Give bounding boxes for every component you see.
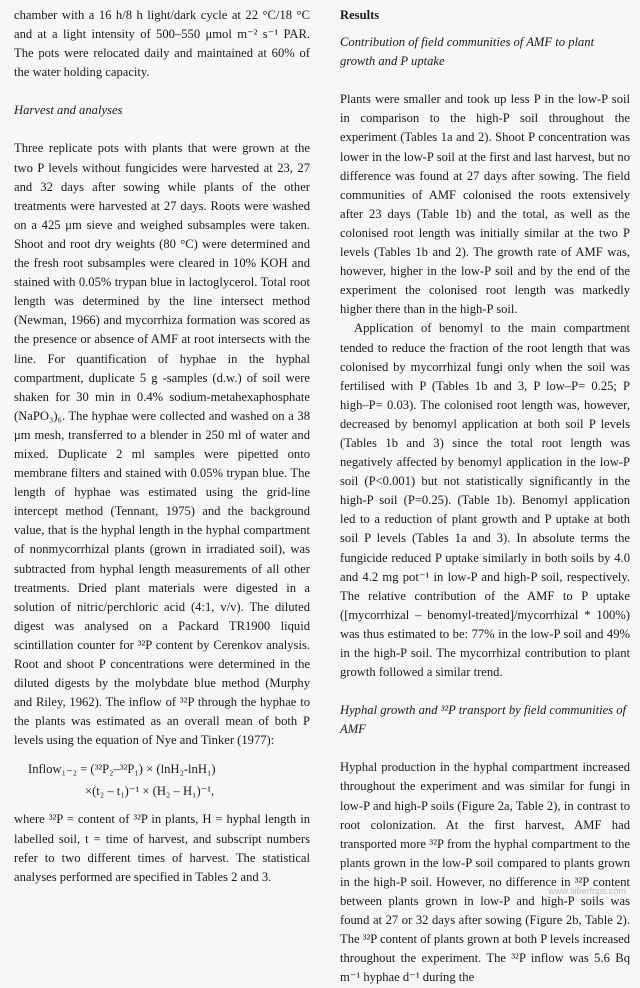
contribution-subheading: Contribution of field communities of AMF to plant growth and P uptake (340, 35, 595, 69)
left-column (14, 6, 310, 887)
equation-line-1: Inflow₁₋₂ = (³²P₂–³²P₁) × (lnH₂-lnH₁) (28, 762, 216, 777)
harvest-analyses-heading: Harvest and analyses (14, 103, 123, 118)
harvest-analyses-paragraph: Three replicate pots with plants that were grown at the two P levels without fungicides were harvested at 23, 27 and 32 days after sowing while plants of the other treatments were harvested at 27 days. Roots were washed on a 425 μm sieve and weighed subsamples were taken. Shoot and root dry weights (80 °C) were determined and the fresh root subsamples were cleared in 10% KOH and stained with 0.05% trypan blue in lactoglycerol. Total root length was determined by the line intersect method (Newman, 1966) and mycorrhiza formation was scored as the presence or absence of AMF at root intersects with the line. For quantification of hyphae in the hyphal compartment, duplicate 5 g -samples (d.w.) of soil were shaken for 30 min in 0.4% sodium-metahexaphosphate (NaPO₃)₆. The hyphae were collected and washed on a 38 μm mesh, transferred to a blender in 250 ml of water and mixed. Duplicate 2 ml samples were pipetted onto membrane filters and stained with 0.05% trypan blue. The length of hyphae was estimated using the grid-line intercept method (Tennant, 1975) and the background value, that is the hyphal length in the hyphal compartment of nonmycorrhizal plants (grown in irradiated soil), was subtracted from hyphal length measurements of all other treatments. Dried plant materials were digested in a solution of nitric/perchloric acid (4:1, v/v). The diluted digest was analysed on a Packard TR1900 liquid scintillation counter for ³²P content by Cerenkov analysis. Root and shoot P concentrations were determined in the diluted digests by the molybdate blue method (Murphy and Riley, 1962). The inflow of ³²P through the hyphae to the plants was estimated as an overall mean of both P levels using the equation of Nye and Tinker (1977): (14, 141, 310, 748)
site-watermark: www.tiiberfnps.com (548, 886, 626, 896)
results-heading: Results (340, 8, 380, 22)
results-paragraph-3: Hyphal production in the hyphal compartment increased throughout the experiment and was similar for fungi in low-P and high-P soils (Figure 2a, Table 2), in contrast to root colonization. At the first harvest, AMF had transported more ³²P from the hyphal compartment to the plants grown in the low-P soil compared to plants grown in the high-P soil. However, no difference in ³²P content between plants grown in low-P and high-P soils was found at 27 or 32 days after sowing (Figure 2b, Table 2). The ³²P content of plants grown at both P levels increased throughout the experiment. The ³²P inflow was 5.6 Bq m⁻¹ hyphae d⁻¹ during the (340, 760, 630, 985)
equation-definitions-paragraph: where ³²P = content of ³²P in plants, H = hyphal length in labelled soil, t = time of harvest, and subscript numbers refer to two different times of harvest. The statistical analyses performed are specified in Tables 2 and 3. (14, 812, 310, 884)
equation-line-2: ×(t₂ – t₁)⁻¹ × (H₂ – H₁)⁻¹, (85, 784, 215, 799)
results-paragraph-2: Application of benomyl to the main compartment tended to reduce the fraction of the root length that was colonised by mycorrhizal fungi only when the soil was fertilised with P (Tables 1b and 3, P low–P= 0.25; P high–P= 0.03). The colonised root length was, however, decreased by benomyl application at both soil P levels (Tables 1b and 3) since the total root length was negatively affected by benomyl application in the low-P soil (P<0.001) but not statistically significantly in the high-P soil (P=0.25). (Table 1b). Benomyl application led to a reduction of plant growth and P uptake at both soil P levels (Tables 1a and 3). In absolute terms the fungicide reduced P uptake similarly in both soils by 4.0 and 4.2 mg pot⁻¹ in low-P and high-P soil, respectively. The relative contribution of the AMF to P uptake ([mycorrhizal – benomyl-treated]/mycorrhizal * 100%) was thus estimated to be: 77% in the low-P soil and 49% in the high-P soil. The mycorrhizal contribution to plant growth followed a similar trend. (340, 321, 630, 680)
methods-intro-paragraph: chamber with a 16 h/8 h light/dark cycle at 22 °C/18 °C and at a light intensity of 500–550 μmol m⁻² s⁻¹ PAR. The pots were relocated daily and maintained at 60% of the water holding capacity. (14, 8, 310, 80)
inflow-equation (28, 758, 310, 802)
right-column (340, 6, 630, 988)
hyphal-growth-subheading: Hyphal growth and ³²P transport by field communities of AMF (340, 703, 627, 737)
results-paragraph-1: Plants were smaller and took up less P in the low-P soil in comparison to the high-P soil throughout the experiment (Tables 1a and 2). Shoot P concentration was lower in the low-P soil at the first and last harvest, but no difference was found at 27 days after sowing. The field communities of AMF colonised the roots extensively after 23 days (Table 1b) and the total, as well as the colonised root length was initially similar at the two P levels (Tables 1b and 2). The growth rate of AMF was, however, higher in the low-P soil and by the end of the experiment the colonised root length was markedly higher there than in the high-P soil. (340, 92, 630, 317)
